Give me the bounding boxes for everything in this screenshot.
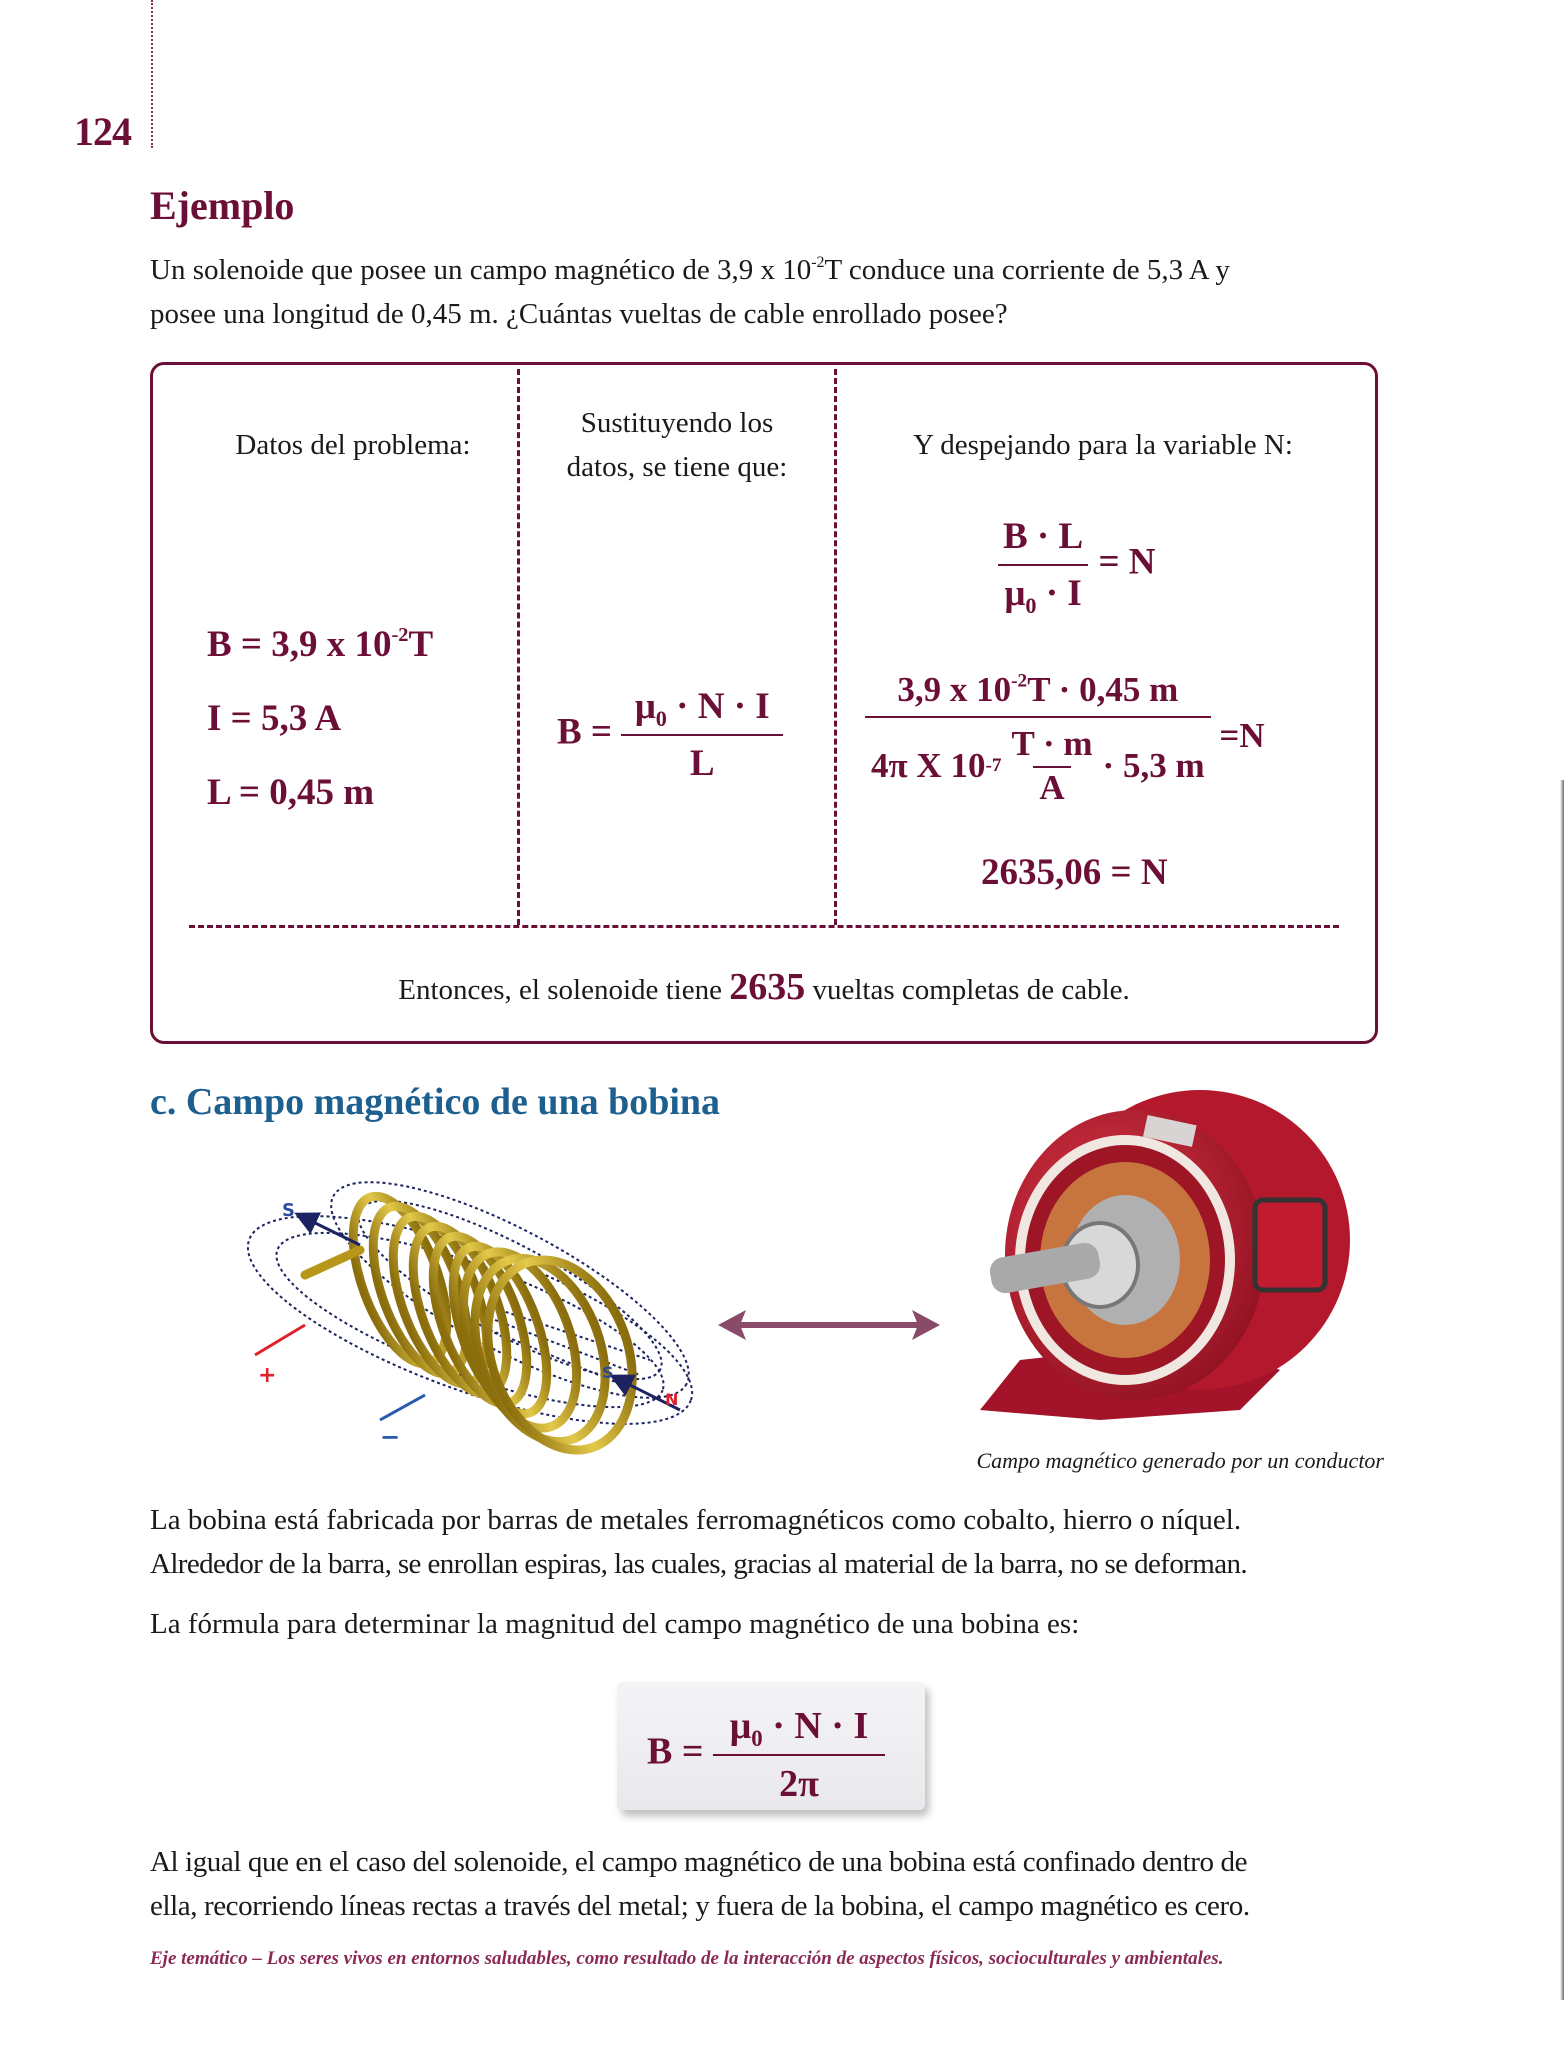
example-heading: Ejemplo bbox=[150, 183, 295, 228]
solenoid-formula: B = $\frac{\mu_0 \cdot N \cdot I}{L}$ bbox=[557, 685, 783, 785]
substitution-column-title: Sustituyendo los datos, se tiene que: bbox=[566, 407, 788, 483]
bobina-formula: B = $\frac{\mu_0 \cdot N \cdot I}{2\pi}$ bbox=[647, 1704, 885, 1806]
coil-windings bbox=[305, 1184, 657, 1470]
figure-caption: Campo magnético generado por un conductor bbox=[976, 1448, 1384, 1473]
north-label: N bbox=[665, 1390, 679, 1409]
solve-result: 2635,06 = N bbox=[981, 852, 1168, 893]
solve-step-1: $\frac{B \cdot L}{\mu_0 \cdot I}$ = N bbox=[997, 515, 1156, 615]
given-L: L = 0,45 m bbox=[207, 772, 375, 813]
row-divider bbox=[189, 925, 1339, 928]
given-I: I = 5,3 A bbox=[207, 698, 342, 739]
coil-diagram bbox=[210, 1150, 730, 1470]
turns-count: 2635 bbox=[729, 966, 806, 1008]
solve-step-2: 3,9 x $10^{-2}T \cdot 0,45$ m 4π X 10 -7 $\frac{T \cdot m}{A}$ · 5,3 m =N bbox=[865, 670, 1265, 808]
terminal-box bbox=[1255, 1200, 1325, 1290]
plus-label: + bbox=[258, 1363, 277, 1388]
negative-lead-arrow bbox=[380, 1395, 425, 1420]
bobina-formula-card bbox=[617, 1682, 925, 1810]
formula-intro: La fórmula para determinar la magnitud del campo magnético de una bobina es: bbox=[150, 1608, 1080, 1640]
positive-lead-arrow bbox=[255, 1325, 305, 1355]
bobina-description: La bobina está fabricada por barras de metales ferromagnéticos como cobalto, hierro o níquel. Alrededor de la barra, se enrollan espiras, las cuales, gracias al material de la barra, no se deforman. bbox=[150, 1504, 1248, 1580]
bobina-conclusion: Al igual que en el caso del solenoide, el campo magnético de una bobina está confinado dentro de ella, recorriendo líneas rectas a través del metal; y fuera de la bobina, el campo magnético es cero. bbox=[150, 1846, 1250, 1922]
data-column-title: Datos del problema: bbox=[235, 429, 471, 461]
inner-south-label: S bbox=[602, 1363, 614, 1382]
formula-fraction: $\frac{\mu_0 \cdot N \cdot I}{L}$ bbox=[621, 685, 783, 785]
minus-label: − bbox=[380, 1423, 401, 1451]
section-title: c. Campo magnético de una bobina bbox=[150, 1081, 721, 1123]
column-divider bbox=[834, 369, 837, 925]
page-edge-shadow bbox=[1560, 780, 1564, 2000]
given-B: B = 3,9 x $10^{-2}T$ bbox=[207, 623, 434, 665]
problem-line-2: posee una longitud de 0,45 m. ¿Cuántas vueltas de cable enrollado posee? bbox=[150, 298, 1008, 330]
solve-column-title: Y despejando para la variable N: bbox=[913, 429, 1293, 461]
margin-dotted-rule bbox=[151, 0, 153, 148]
page-number: 124 bbox=[74, 109, 131, 154]
column-divider bbox=[517, 369, 520, 925]
field-lines bbox=[225, 1150, 715, 1466]
example-conclusion: Entonces, el solenoide tiene 2635 vueltas completas de cable. bbox=[398, 966, 1130, 1008]
south-label: S bbox=[282, 1200, 295, 1221]
electric-motor-image bbox=[900, 1090, 1400, 1440]
footer-theme: Eje temático – Los seres vivos en entornos saludables, como resultado de la interacción de aspectos físicos, socioculturales y ambientales. bbox=[150, 1948, 1224, 1969]
problem-line-1: Un solenoide que posee un campo magnético de 3,9 x $10^{-2}T$ conduce una corriente de 5,3 A y bbox=[150, 254, 1230, 286]
example-problem bbox=[150, 248, 1380, 336]
example-solution-box bbox=[150, 362, 1378, 1044]
